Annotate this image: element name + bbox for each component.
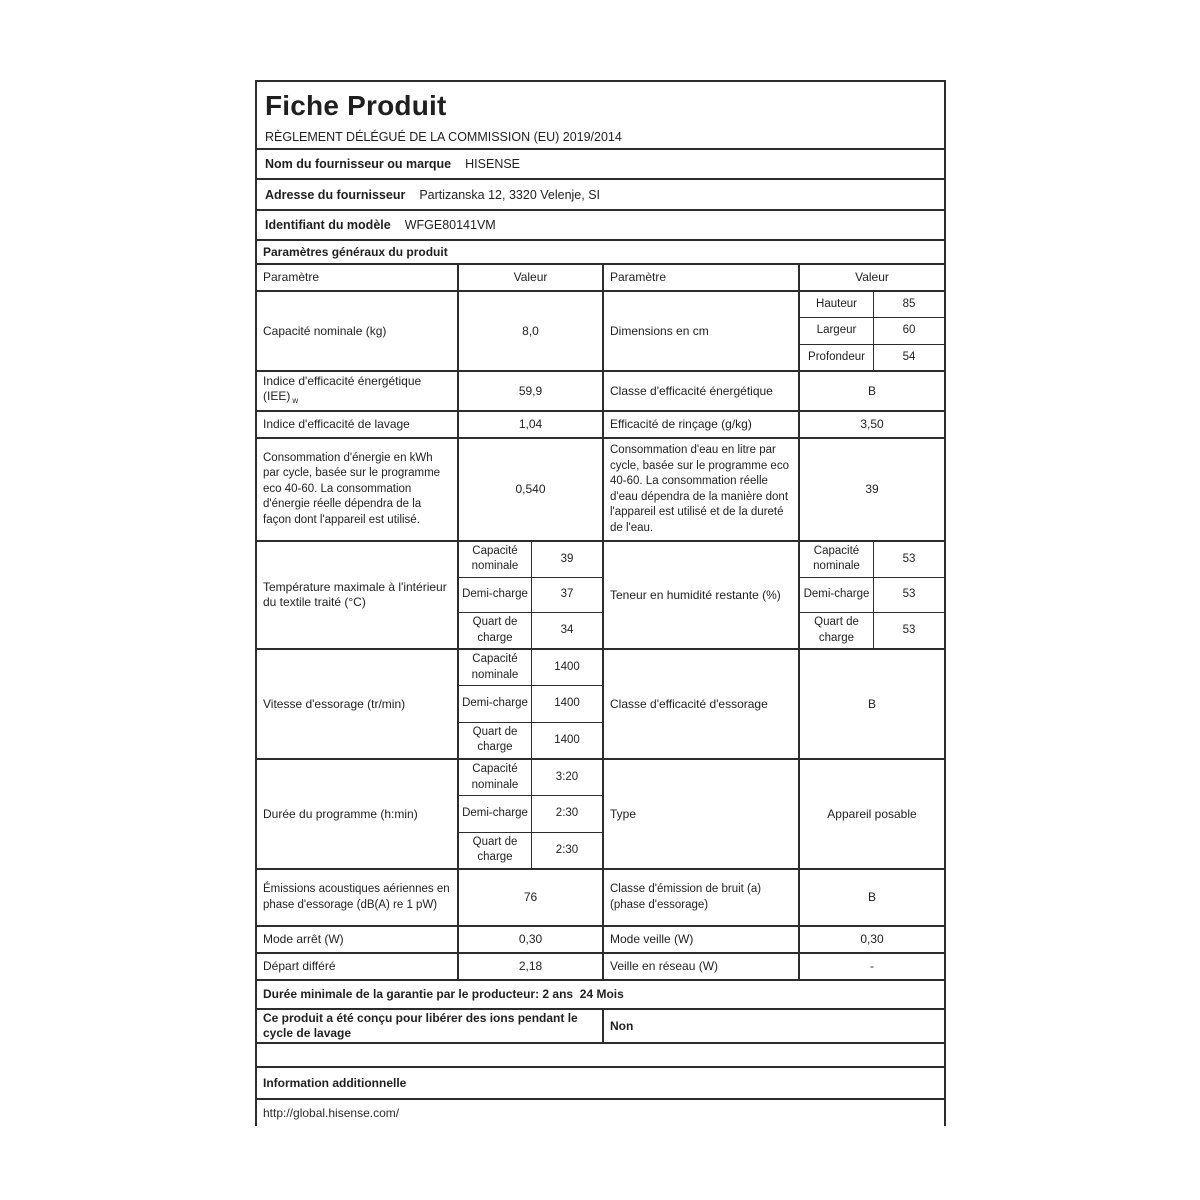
- param-label: Consommation d'eau en litre par cycle, basée sur le programme eco 40-60. La consommation réelle d'eau dépendra de la manière dont l'appareil est utilisé et de la dureté de l'eau.: [604, 439, 800, 540]
- dimension-label: Profondeur: [800, 345, 874, 370]
- param-label: Durée du programme (h:min): [257, 760, 459, 868]
- param-label: Type: [604, 760, 800, 868]
- param-value: 3,50: [860, 417, 884, 431]
- subtable-row: [800, 578, 944, 614]
- param-label: Température maximale à l'intérieur du textile traité (°C): [257, 542, 459, 648]
- dimension-value: 85: [902, 297, 916, 310]
- param-label: Vitesse d'essorage (tr/min): [257, 650, 459, 758]
- subtable-row: [459, 542, 602, 578]
- row-capacity-dimensions: [257, 292, 944, 372]
- load-label: Quart de charge: [459, 723, 532, 758]
- load-label: Quart de charge: [800, 613, 874, 648]
- param-label: Classe d'efficacité d'essorage: [604, 650, 800, 758]
- load-value: 37: [560, 588, 574, 601]
- duration-subtable: [459, 760, 604, 868]
- subtable-row: [459, 723, 602, 758]
- load-value: 53: [902, 552, 916, 565]
- load-label: Quart de charge: [459, 613, 532, 648]
- param-value: B: [867, 383, 876, 398]
- param-label: Émissions acoustiques aériennes en phase d'essorage (dB(A) re 1 pW): [257, 870, 459, 925]
- section-title: Paramètres généraux du produit: [263, 244, 448, 259]
- model-id-row: [257, 211, 944, 241]
- param-label: Efficacité de rinçage (g/kg): [604, 412, 800, 437]
- row-energy-index: [257, 372, 944, 412]
- section-title-row: [257, 241, 944, 265]
- col-header-value-right: Valeur: [855, 270, 889, 284]
- load-label: Demi-charge: [459, 796, 532, 831]
- dimensions-subtable: [800, 292, 944, 370]
- dimension-label: Hauteur: [800, 292, 874, 317]
- param-label: Teneur en humidité restante (%): [604, 542, 800, 648]
- load-value: 1400: [554, 697, 580, 710]
- row-off-standby: [257, 927, 944, 954]
- ions-row: [257, 1010, 944, 1044]
- row-temperature-humidity: [257, 542, 944, 650]
- param-label: Capacité nominale (kg): [257, 292, 459, 370]
- supplier-address-cell: [257, 180, 944, 209]
- param-label: Classe d'émission de bruit (a) (phase d'essorage): [604, 870, 800, 925]
- col-header-param-left: Paramètre: [257, 265, 459, 290]
- supplier-address-label: Adresse du fournisseur: [265, 187, 406, 202]
- param-value: 0,30: [860, 932, 884, 946]
- param-label: Indice d'efficacité de lavage: [257, 412, 459, 437]
- subtable-row: [800, 318, 944, 344]
- load-label: Demi-charge: [459, 686, 532, 721]
- param-value: Appareil posable: [827, 806, 917, 821]
- load-label: Capacité nominale: [459, 650, 532, 685]
- empty-row: [257, 1044, 944, 1068]
- param-value: 59,9: [459, 372, 604, 410]
- load-value: 53: [902, 623, 916, 636]
- model-id-value: WFGE80141VM: [404, 218, 496, 232]
- row-delay-network: [257, 954, 944, 981]
- subtable-row: [459, 650, 602, 686]
- subtable-row: [800, 345, 944, 370]
- subtable-row: [459, 796, 602, 832]
- product-fiche: [255, 80, 946, 1126]
- iee-label: Indice d'efficacité énergétique (IEE): [263, 373, 422, 403]
- fiche-table: [255, 80, 946, 1100]
- load-label: Capacité nominale: [800, 542, 874, 577]
- load-label: Capacité nominale: [459, 760, 532, 795]
- param-label: Mode arrêt (W): [257, 927, 459, 952]
- subtable-row: [459, 686, 602, 722]
- load-label: Capacité nominale: [459, 542, 532, 577]
- supplier-address-row: [257, 180, 944, 211]
- param-value: -: [870, 959, 874, 973]
- supplier-name-label: Nom du fournisseur ou marque: [265, 157, 452, 171]
- param-value: 2,18: [459, 954, 604, 979]
- ions-value: Non: [610, 1018, 634, 1033]
- subtable-row: [800, 542, 944, 578]
- param-value: 76: [459, 870, 604, 925]
- load-value: 1400: [554, 733, 580, 746]
- iee-subscript: w: [292, 396, 299, 406]
- load-label: Demi-charge: [800, 578, 874, 613]
- supplier-name-cell: [257, 150, 944, 178]
- param-label: Veille en réseau (W): [604, 954, 800, 979]
- param-value: B: [867, 696, 876, 711]
- warranty-text: Durée minimale de la garantie par le producteur: 2 ans 24 Mois: [263, 987, 624, 1001]
- col-header-param-right: Paramètre: [604, 265, 800, 290]
- model-id-cell: [257, 211, 944, 239]
- param-value: B: [867, 890, 876, 904]
- col-header-value-left: Valeur: [459, 265, 604, 290]
- column-header-row: [257, 265, 944, 292]
- subtable-row: [459, 578, 602, 614]
- load-value: 1400: [554, 660, 580, 673]
- load-label: Quart de charge: [459, 833, 532, 868]
- page-title: Fiche Produit: [265, 90, 447, 121]
- row-wash-rinse: [257, 412, 944, 439]
- param-value: 0,540: [459, 439, 604, 540]
- empty-cell: [257, 1044, 944, 1066]
- load-value: 3:20: [555, 770, 579, 783]
- supplier-name-value: HISENSE: [465, 157, 521, 171]
- subtable-row: [800, 613, 944, 648]
- warranty-row: [257, 981, 944, 1010]
- param-label: Consommation d'énergie en kWh par cycle, basée sur le programme eco 40-60. La consommation d'énergie réelle dépendra de la façon dont l'appareil est utilisé.: [257, 439, 459, 540]
- dimension-label: Largeur: [800, 318, 874, 343]
- title-block: [257, 82, 944, 148]
- load-value: 34: [560, 623, 574, 636]
- param-label: [257, 372, 459, 410]
- subtable-row: [800, 292, 944, 318]
- regulation-subtitle: RÈGLEMENT DÉLÉGUÉ DE LA COMMISSION (EU) 2019/2014: [265, 130, 622, 144]
- load-value: 2:30: [555, 843, 579, 856]
- url-row: [255, 1100, 946, 1126]
- param-label: Classe d'efficacité énergétique: [604, 372, 800, 410]
- load-value: 53: [902, 588, 916, 601]
- param-label: Départ différé: [257, 954, 459, 979]
- row-consumption: [257, 439, 944, 542]
- param-value: 39: [865, 482, 879, 496]
- subtable-row: [459, 760, 602, 796]
- load-value: 39: [560, 552, 574, 565]
- supplier-name-row: [257, 150, 944, 180]
- title-row: [257, 82, 944, 150]
- param-value: 0,30: [459, 927, 604, 952]
- humidity-subtable: [800, 542, 944, 648]
- param-label: Dimensions en cm: [604, 292, 800, 370]
- temperature-subtable: [459, 542, 604, 648]
- subtable-row: [459, 833, 602, 868]
- dimension-value: 60: [902, 324, 916, 337]
- param-value: 1,04: [459, 412, 604, 437]
- dimension-value: 54: [902, 350, 916, 363]
- row-program-duration: [257, 760, 944, 870]
- param-label: Mode veille (W): [604, 927, 800, 952]
- row-spin-speed: [257, 650, 944, 760]
- load-value: 2:30: [555, 807, 579, 820]
- supplier-address-value: Partizanska 12, 3320 Velenje, SI: [419, 187, 601, 202]
- additional-info-title: Information additionnelle: [263, 1075, 407, 1090]
- website-link[interactable]: http://global.hisense.com/: [263, 1106, 400, 1120]
- param-value: 8,0: [459, 292, 604, 370]
- model-id-label: Identifiant du modèle: [265, 218, 391, 232]
- additional-info-row: [257, 1068, 944, 1098]
- row-noise: [257, 870, 944, 927]
- load-label: Demi-charge: [459, 578, 532, 613]
- subtable-row: [459, 613, 602, 648]
- spin-speed-subtable: [459, 650, 604, 758]
- ions-label: Ce produit a été conçu pour libérer des ions pendant le cycle de lavage: [257, 1010, 604, 1042]
